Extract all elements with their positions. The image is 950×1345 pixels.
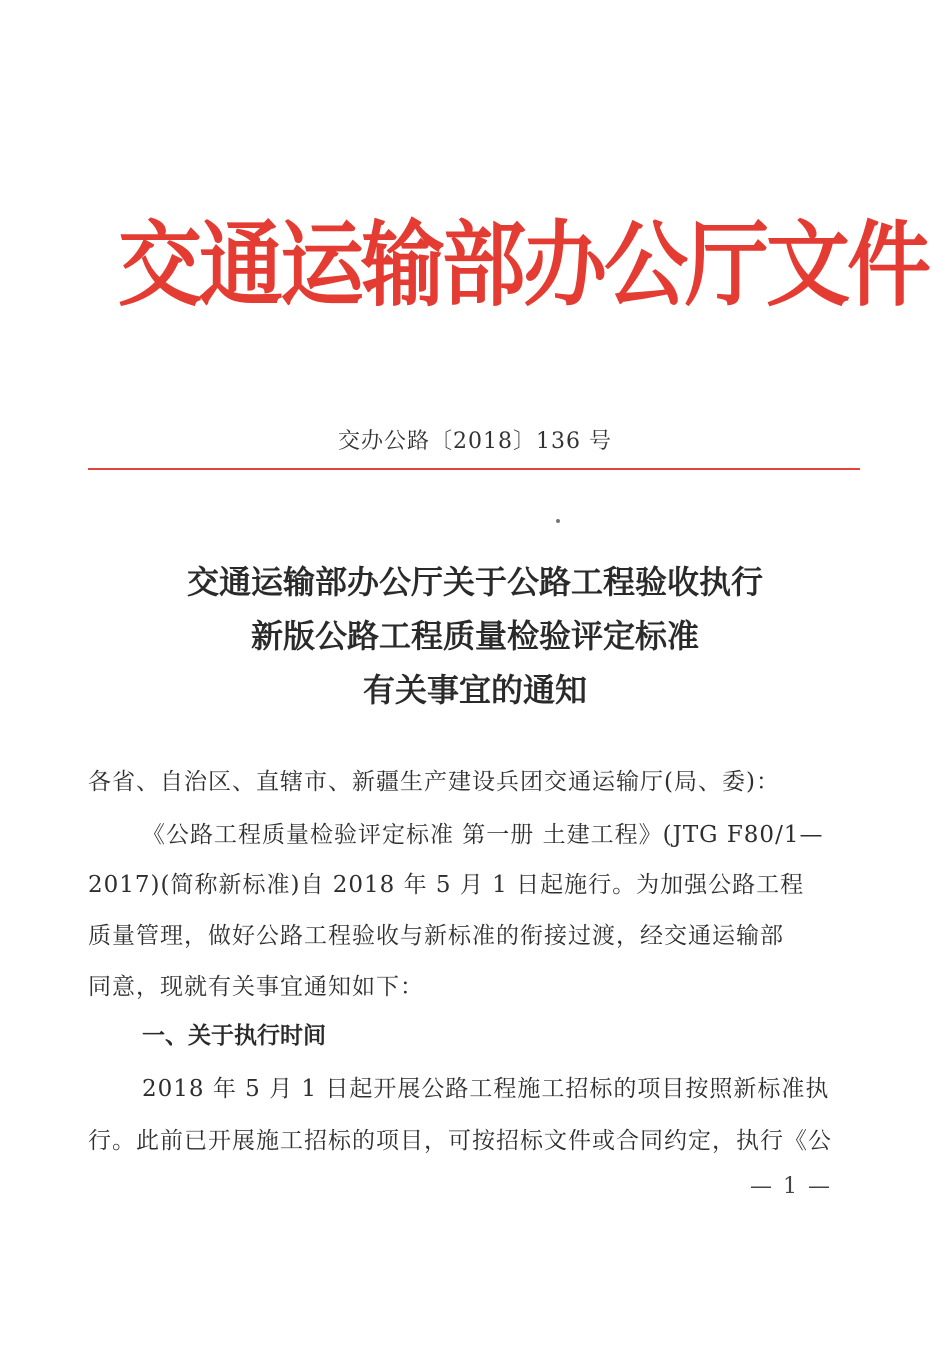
- subject-line: 新版公路工程质量检验评定标准: [250, 617, 699, 655]
- paragraph-line: 2017)(简称新标准)自 2018 年 5 月 1 日起施行。为加强公路工程: [88, 872, 805, 898]
- paragraph-line: 同意，现就有关事宜通知如下：: [88, 974, 424, 1000]
- red-separator-line: [88, 468, 860, 470]
- issuer-header: 交通运输部办公厅文件: [118, 211, 929, 319]
- document-subject: [80, 555, 870, 717]
- paragraph-line: 行。此前已开展施工招标的项目，可按招标文件或合同约定，执行《公: [88, 1128, 832, 1154]
- paragraph-line: 质量管理，做好公路工程验收与新标准的衔接过渡，经交通运输部: [88, 923, 784, 949]
- subject-line: 有关事宜的通知: [362, 671, 587, 709]
- addressee-line: 各省、自治区、直辖市、新疆生产建设兵团交通运输厅(局、委)：: [88, 769, 780, 795]
- section-heading: 一、关于执行时间: [142, 1023, 326, 1049]
- paragraph-line: 《公路工程质量检验评定标准 第一册 土建工程》(JTG F80/1—: [142, 822, 824, 848]
- page-number: — 1 —: [750, 1174, 832, 1199]
- paragraph-line: 2018 年 5 月 1 日起开展公路工程施工招标的项目按照新标准执: [142, 1076, 830, 1102]
- subject-line: 交通运输部办公厅关于公路工程验收执行: [186, 563, 763, 601]
- scan-speck: [556, 519, 560, 523]
- document-number: 交办公路〔2018〕136 号: [338, 429, 612, 454]
